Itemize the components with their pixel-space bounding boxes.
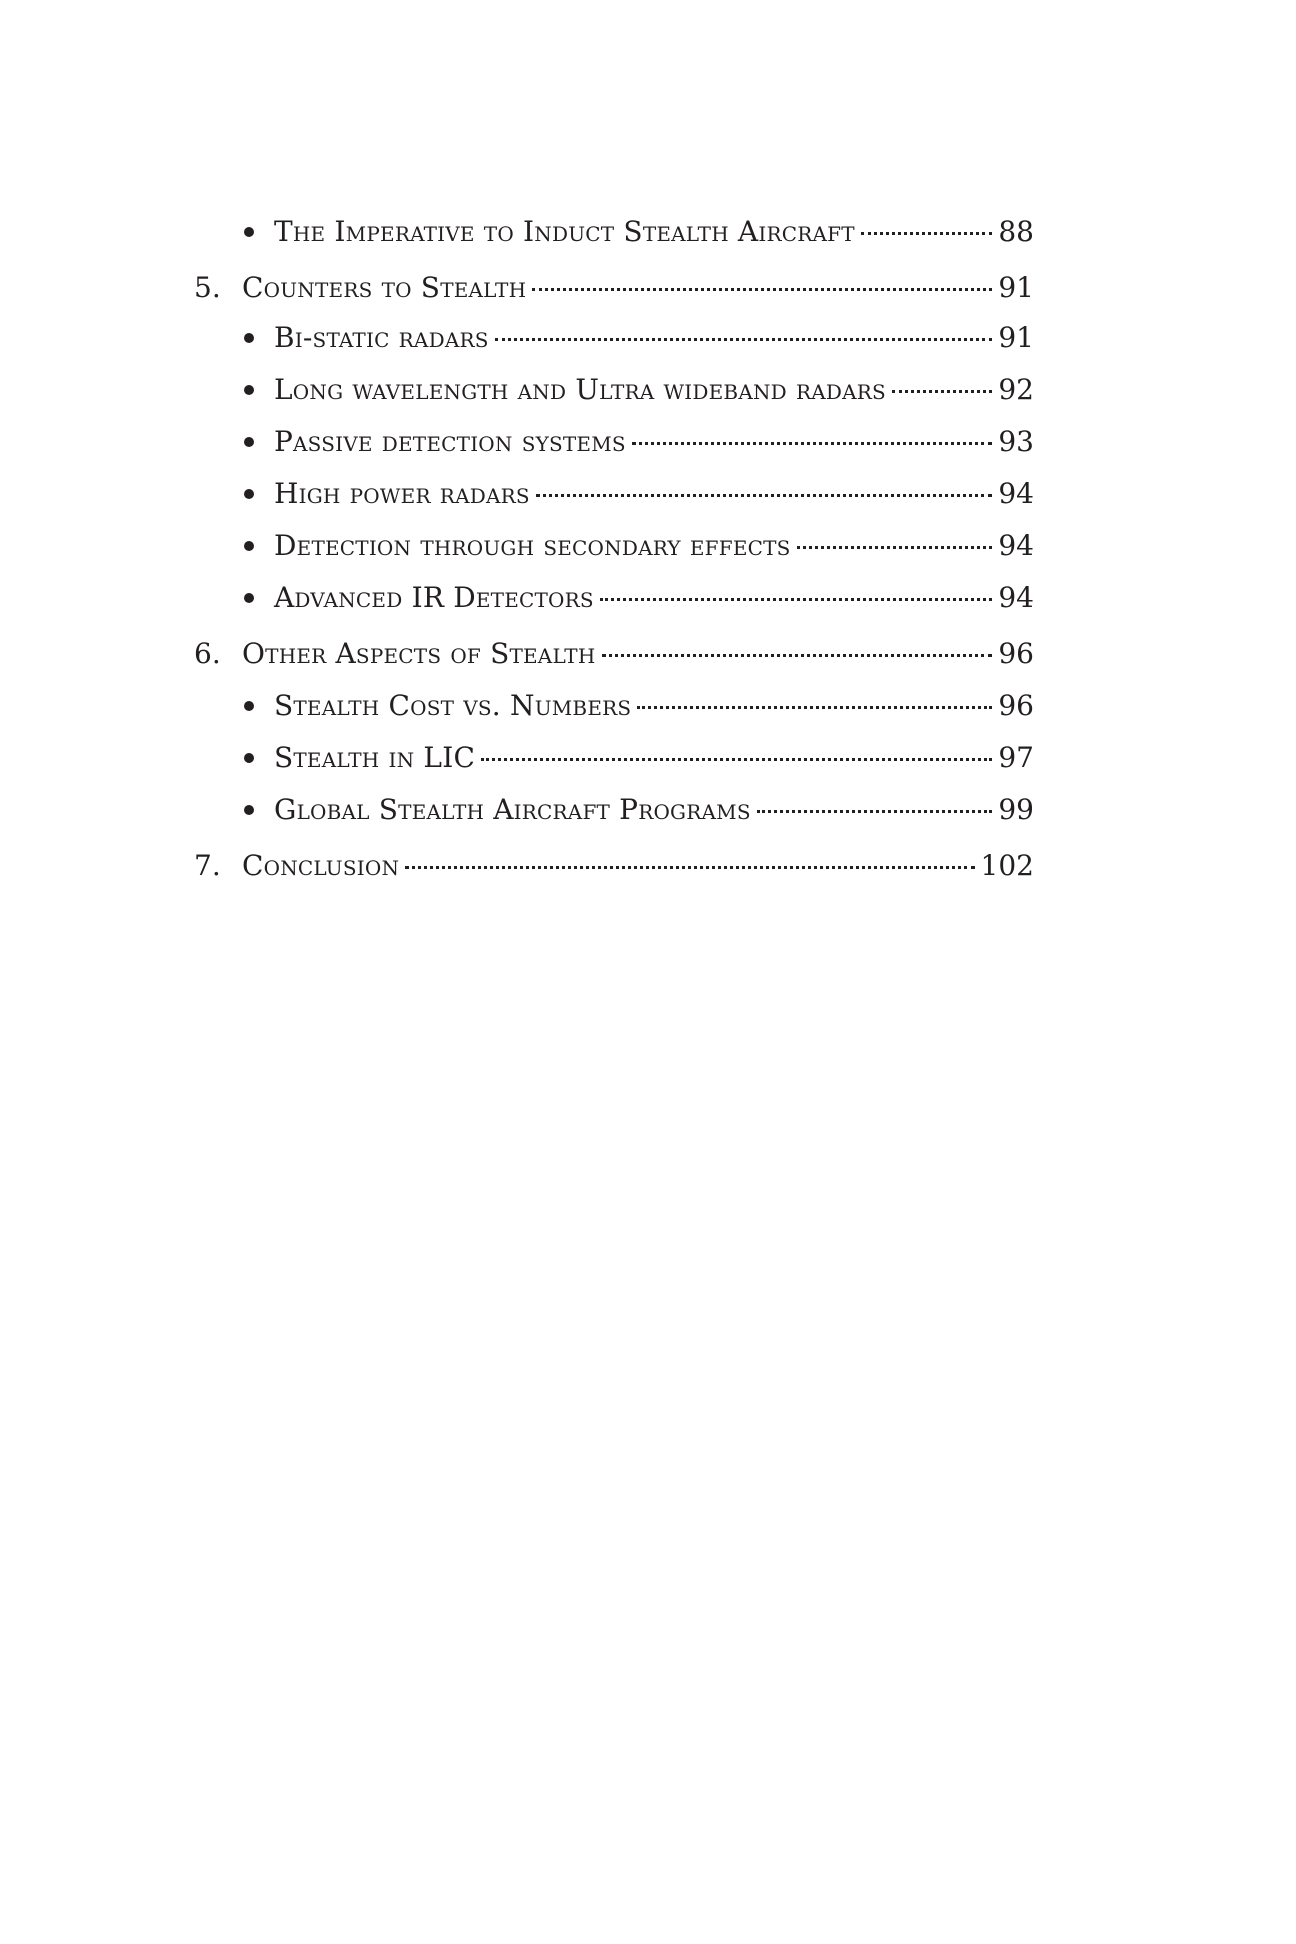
entry-title: High power radars xyxy=(274,477,530,510)
chapter-number: 6. xyxy=(194,637,221,670)
dot-leader xyxy=(495,338,993,341)
page-number: 93 xyxy=(998,425,1034,458)
toc-row xyxy=(274,474,1034,514)
toc-row xyxy=(274,370,1034,410)
dot-leader xyxy=(632,442,993,445)
dot-leader xyxy=(481,758,992,761)
page-number: 94 xyxy=(998,477,1034,510)
page-number: 94 xyxy=(998,581,1034,614)
dot-leader xyxy=(532,288,992,291)
entry-title: Passive detection systems xyxy=(274,425,626,458)
page-number: 96 xyxy=(998,637,1034,670)
toc-row xyxy=(242,846,1034,886)
entry-title: Other Aspects of Stealth xyxy=(242,637,596,670)
toc-entry[interactable] xyxy=(0,212,1296,252)
dot-leader xyxy=(600,598,993,601)
toc-entry[interactable] xyxy=(0,686,1296,726)
page-number: 91 xyxy=(998,321,1034,354)
page-number: 91 xyxy=(998,271,1034,304)
bullet-icon xyxy=(244,805,254,815)
toc-entry[interactable] xyxy=(0,526,1296,566)
entry-title: Long wavelength and Ultra wideband radars xyxy=(274,373,886,406)
dot-leader xyxy=(797,546,993,549)
bullet-icon xyxy=(244,753,254,763)
page-number: 92 xyxy=(998,373,1034,406)
toc-entry[interactable] xyxy=(0,318,1296,358)
bullet-icon xyxy=(244,489,254,499)
page-number: 96 xyxy=(998,689,1034,722)
toc-row xyxy=(274,790,1034,830)
page-number: 88 xyxy=(998,215,1034,248)
entry-title: The Imperative to Induct Stealth Aircraft xyxy=(274,215,855,248)
toc-row xyxy=(274,738,1034,778)
entry-title: Detection through secondary effects xyxy=(274,529,791,562)
bullet-icon xyxy=(244,593,254,603)
toc-entry[interactable] xyxy=(0,474,1296,514)
dot-leader xyxy=(405,866,974,869)
entry-title: Stealth in LIC xyxy=(274,741,476,774)
toc-row xyxy=(274,422,1034,462)
page-number: 94 xyxy=(998,529,1034,562)
page-number: 97 xyxy=(998,741,1034,774)
toc-row xyxy=(242,634,1034,674)
toc-entry[interactable] xyxy=(0,738,1296,778)
toc-row xyxy=(274,578,1034,618)
bullet-icon xyxy=(244,333,254,343)
toc-entry[interactable] xyxy=(0,634,1296,674)
toc-entry[interactable] xyxy=(0,370,1296,410)
dot-leader xyxy=(757,810,993,813)
entry-title: Conclusion xyxy=(242,849,400,882)
chapter-number: 5. xyxy=(194,271,221,304)
toc-entry[interactable] xyxy=(0,422,1296,462)
bullet-icon xyxy=(244,541,254,551)
toc-row xyxy=(274,212,1034,252)
toc-row xyxy=(274,686,1034,726)
toc-entry[interactable] xyxy=(0,578,1296,618)
toc-row xyxy=(242,268,1034,308)
page-number: 99 xyxy=(998,793,1034,826)
dot-leader xyxy=(861,232,993,235)
bullet-icon xyxy=(244,437,254,447)
entry-title: Counters to Stealth xyxy=(242,271,527,304)
dot-leader xyxy=(602,654,993,657)
toc-entry[interactable] xyxy=(0,846,1296,886)
toc-entry[interactable] xyxy=(0,790,1296,830)
toc-row xyxy=(274,318,1034,358)
chapter-number: 7. xyxy=(194,849,221,882)
entry-title: Bi-static radars xyxy=(274,321,489,354)
dot-leader xyxy=(637,706,992,709)
entry-title: Stealth Cost vs. Numbers xyxy=(274,689,632,722)
entry-title: Advanced IR Detectors xyxy=(274,581,594,614)
dot-leader xyxy=(892,390,992,393)
dot-leader xyxy=(536,494,993,497)
toc-entry[interactable] xyxy=(0,268,1296,308)
toc-row xyxy=(274,526,1034,566)
entry-title: Global Stealth Aircraft Programs xyxy=(274,793,751,826)
bullet-icon xyxy=(244,701,254,711)
bullet-icon xyxy=(244,385,254,395)
bullet-icon xyxy=(244,227,254,237)
page-number: 102 xyxy=(980,849,1034,882)
